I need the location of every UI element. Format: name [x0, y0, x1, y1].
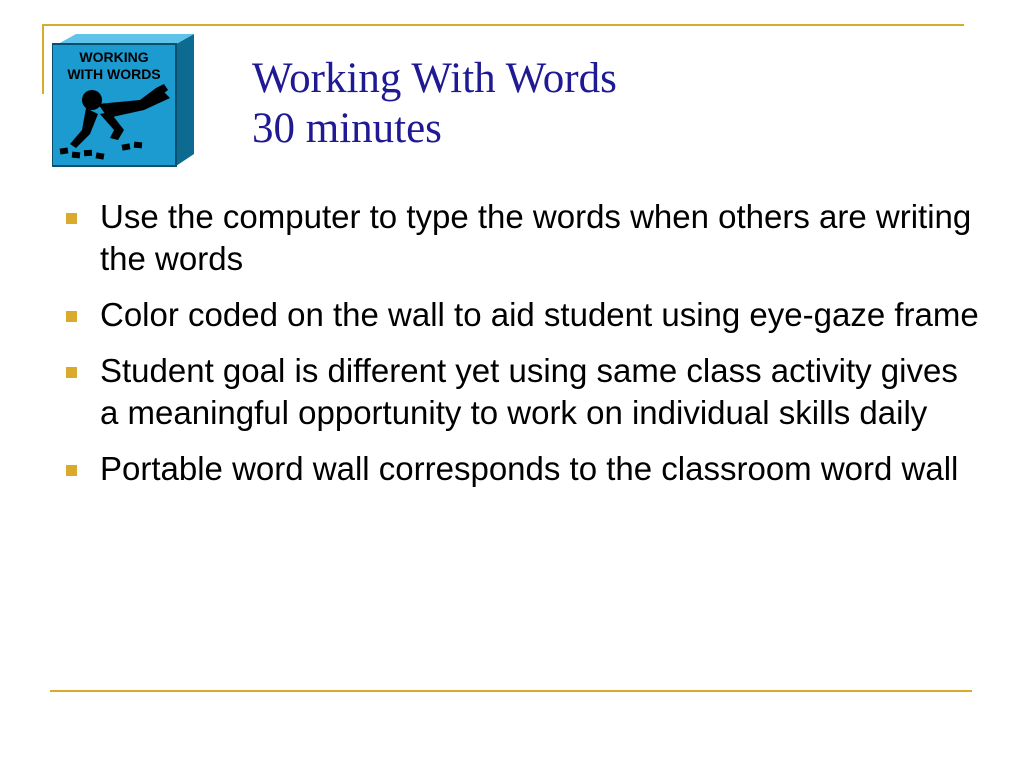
square-bullet-icon	[66, 311, 77, 322]
bullet-text: Portable word wall corresponds to the classroom word wall	[100, 450, 959, 487]
logo-text-line2: WITH WORDS	[67, 66, 161, 82]
bullet-item	[60, 294, 980, 336]
bullet-list	[60, 196, 980, 504]
title-line-2: 30 minutes	[252, 105, 442, 152]
bullet-item	[60, 350, 980, 434]
logo-text-line1: WORKING	[79, 49, 149, 65]
logo-cube-top	[58, 34, 194, 44]
square-bullet-icon	[66, 213, 77, 224]
bullet-text: Student goal is different yet using same class activity gives a meaningful opportunity to work on individual skills daily	[100, 352, 958, 431]
slide-title	[252, 54, 952, 154]
bullet-text: Color coded on the wall to aid student using eye-gaze frame	[100, 296, 979, 333]
frame-bottom-rule	[50, 690, 972, 692]
working-with-words-logo	[52, 34, 194, 168]
logo-cube-side	[176, 34, 194, 166]
bullet-item	[60, 196, 980, 280]
square-bullet-icon	[66, 465, 77, 476]
bullet-text: Use the computer to type the words when others are writing the words	[100, 198, 972, 277]
frame-top-rule	[42, 24, 964, 26]
frame-left-rule	[42, 24, 44, 94]
bullet-item	[60, 448, 980, 490]
title-line-1: Working With Words	[252, 55, 617, 102]
square-bullet-icon	[66, 367, 77, 378]
